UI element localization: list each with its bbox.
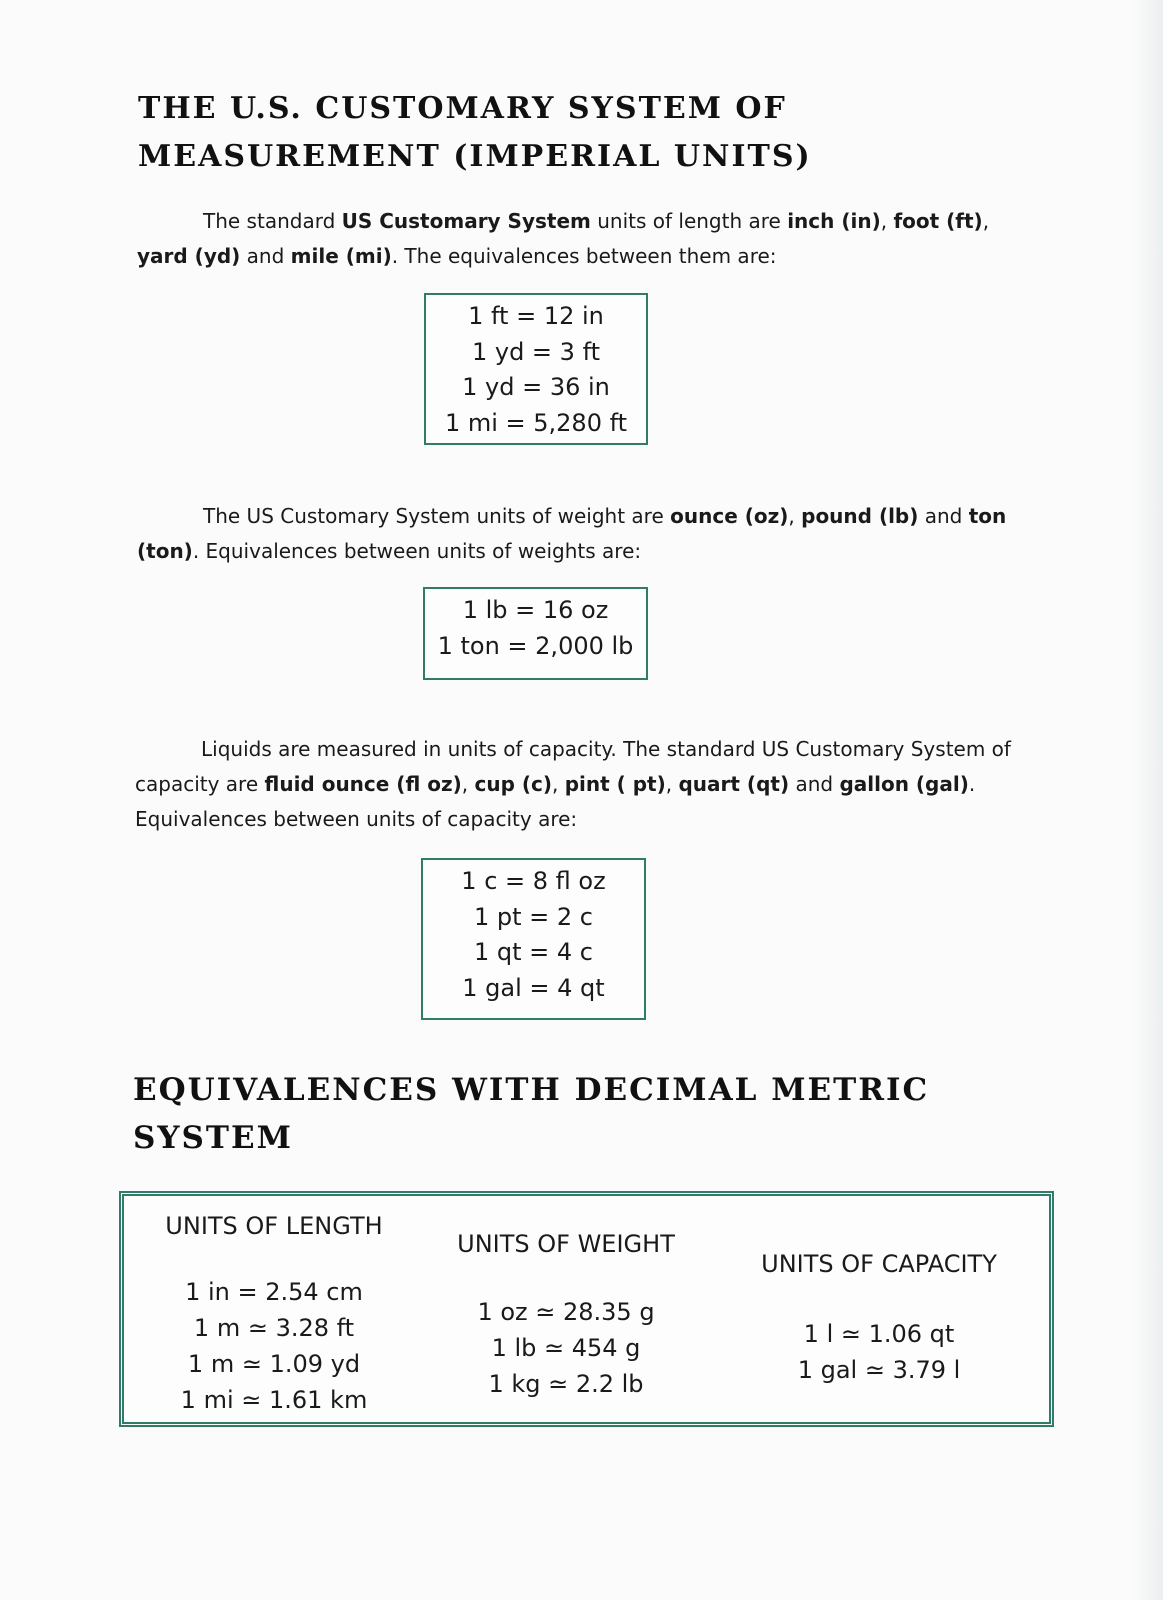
term-pound: pound (lb) (801, 504, 919, 528)
column-heading: UNITS OF LENGTH (165, 1212, 383, 1240)
length-equivalence-box (424, 293, 648, 445)
text: units of length are (590, 209, 788, 233)
capacity-equivalence-box (421, 858, 646, 1020)
column-values (144, 1274, 404, 1418)
text: . Equivalences between units of capacity are: (135, 772, 976, 831)
equivalence-line: 1 in = 2.54 cm (185, 1278, 363, 1306)
weight-equivalence-box (423, 587, 648, 680)
text: , (982, 209, 990, 233)
text: , (551, 772, 565, 796)
text: and (918, 504, 969, 528)
page-edge-shadow (1133, 0, 1163, 1600)
term-ton: ton (ton) (137, 504, 1007, 563)
text: , (788, 504, 802, 528)
text: and (789, 772, 840, 796)
equivalence-line: 1 yd = 36 in (462, 373, 610, 401)
column-values (734, 1316, 1024, 1388)
metric-equivalence-table (119, 1191, 1054, 1427)
equivalence-line: 1 oz ≃ 28.35 g (477, 1298, 655, 1326)
text: Liquids are measured in units of capacity. The standard US Customary System of capacity are (135, 737, 1011, 796)
capacity-column (734, 1248, 1024, 1388)
title-line-2: MEASUREMENT (IMPERIAL UNITS) (138, 139, 812, 174)
title-line-1: EQUIVALENCES WITH DECIMAL METRIC (133, 1072, 930, 1108)
equivalence-line: 1 ton = 2,000 lb (437, 631, 634, 660)
equivalence-line: 1 gal = 4 qt (462, 973, 605, 1002)
term-gallon: gallon (gal) (839, 772, 969, 796)
equivalence-line: 1 lb = 16 oz (462, 596, 609, 624)
text: , (665, 772, 679, 796)
title-line-1: THE U.S. CUSTOMARY SYSTEM OF (138, 91, 787, 126)
equivalence-line: 1 m ≃ 3.28 ft (193, 1314, 355, 1342)
term-mile: mile (mi) (290, 244, 392, 268)
equivalence-line: 1 mi ≃ 1.61 km (180, 1386, 368, 1414)
text: . Equivalences between units of weights are: (192, 539, 642, 563)
equivalence-line: 1 yd = 3 ft (471, 337, 601, 366)
term-pint: pint ( pt) (564, 772, 666, 796)
equivalence-line: 1 qt = 4 c (473, 938, 593, 966)
weight-paragraph (137, 499, 1017, 569)
title-line-2: SYSTEM (133, 1120, 293, 1156)
column-heading: UNITS OF CAPACITY (761, 1250, 997, 1278)
equivalence-line: 1 c = 8 fl oz (461, 867, 606, 895)
term-us-customary: US Customary System (341, 209, 591, 233)
text: , (461, 772, 475, 796)
equivalence-line: 1 m ≃ 1.09 yd (187, 1350, 361, 1378)
column-heading: UNITS OF WEIGHT (457, 1230, 675, 1258)
section-title-metric (133, 1066, 973, 1162)
weight-column (431, 1228, 701, 1402)
term-quart: quart (qt) (678, 772, 790, 796)
capacity-paragraph (135, 732, 1015, 837)
text: . The equivalences between them are: (391, 244, 777, 268)
equivalence-line: 1 mi = 5,280 ft (444, 408, 628, 437)
equivalence-line: 1 l ≃ 1.06 qt (803, 1320, 955, 1348)
text: , (880, 209, 894, 233)
equivalence-line: 1 lb ≃ 454 g (491, 1334, 641, 1362)
length-paragraph (137, 204, 1017, 274)
text: and (240, 244, 291, 268)
term-cup: cup (c) (474, 772, 552, 796)
text: The US Customary System units of weight are (203, 504, 671, 528)
term-fluid-ounce: fluid ounce (fl oz) (264, 772, 462, 796)
length-column (144, 1210, 404, 1418)
equivalence-line: 1 gal ≃ 3.79 l (797, 1356, 961, 1384)
term-yard: yard (yd) (137, 244, 241, 268)
term-inch: inch (in) (787, 209, 881, 233)
column-values (431, 1294, 701, 1402)
equivalence-line: 1 kg ≃ 2.2 lb (488, 1370, 644, 1398)
section-title-customary (138, 85, 898, 181)
term-ounce: ounce (oz) (670, 504, 789, 528)
term-foot: foot (ft) (893, 209, 983, 233)
text: The standard (203, 209, 342, 233)
equivalence-line: 1 ft = 12 in (468, 302, 604, 330)
equivalence-line: 1 pt = 2 c (473, 902, 593, 931)
